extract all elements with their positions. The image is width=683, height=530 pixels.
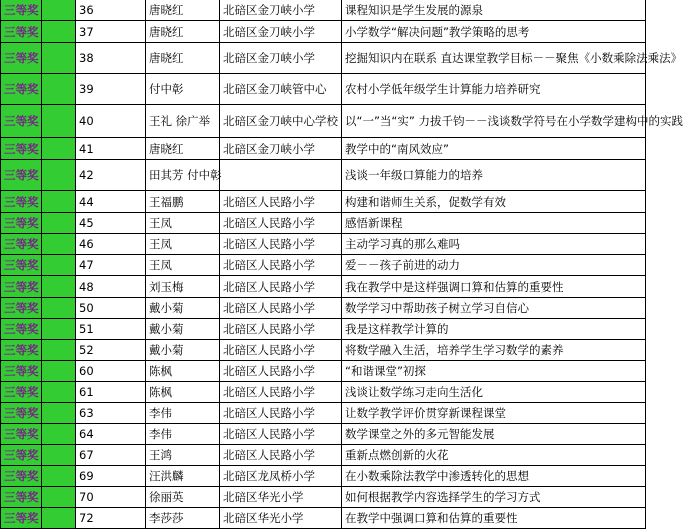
award-cell: 三等奖 [1,298,42,319]
gap-cell [42,487,76,508]
gap-cell [42,0,76,21]
title-cell: 重新点燃创新的火花 [342,445,646,466]
school-cell: 北碚区金刀峡中心学校 [220,105,342,138]
number-cell: 46 [76,234,146,255]
gap-cell [42,105,76,138]
gap-cell [42,382,76,403]
school-cell [220,160,342,191]
award-cell: 三等奖 [1,74,42,105]
author-cell: 李伟 [146,403,220,424]
gap-cell [42,466,76,487]
school-cell: 北碚区金刀峡小学 [220,0,342,21]
number-cell: 67 [76,445,146,466]
gap-cell [42,403,76,424]
title-cell: “和谐课堂”初探 [342,361,646,382]
number-cell: 50 [76,298,146,319]
gap-cell [42,21,76,43]
award-cell: 三等奖 [1,445,42,466]
author-cell: 唐晓红 [146,0,220,21]
table-row [1,298,646,319]
table-row [1,466,646,487]
school-cell: 北碚区人民路小学 [220,382,342,403]
table-row [1,508,646,529]
title-cell: 数学课堂之外的多元智能发展 [342,424,646,445]
gap-cell [42,298,76,319]
title-cell: 课程知识是学生发展的源泉 [342,0,646,21]
title-cell: 农村小学低年级学生计算能力培养研究 [342,74,646,105]
number-cell: 64 [76,424,146,445]
title-cell: 教学中的“南风效应” [342,138,646,160]
gap-cell [42,319,76,340]
table-row [1,276,646,298]
author-cell: 王福鹏 [146,191,220,213]
title-cell: 让数学教学评价贯穿新课程课堂 [342,403,646,424]
school-cell: 北碚区人民路小学 [220,276,342,298]
author-cell: 汪洪麟 [146,466,220,487]
award-cell: 三等奖 [1,340,42,361]
title-cell: 主动学习真的那么难吗 [342,234,646,255]
gap-cell [42,191,76,213]
school-cell: 北碚区人民路小学 [220,361,342,382]
author-cell: 李莎莎 [146,508,220,529]
number-cell: 48 [76,276,146,298]
gap-cell [42,43,76,74]
table-row [1,445,646,466]
author-cell: 唐晓红 [146,21,220,43]
award-cell: 三等奖 [1,487,42,508]
award-cell: 三等奖 [1,0,42,21]
table-row [1,255,646,276]
title-cell: 浅谈一年级口算能力的培养 [342,160,646,191]
title-cell: 如何根据教学内容选择学生的学习方式 [342,487,646,508]
number-cell: 63 [76,403,146,424]
school-cell: 北碚区金刀峡小学 [220,43,342,74]
award-cell: 三等奖 [1,234,42,255]
author-cell: 王凤 [146,255,220,276]
author-cell: 李伟 [146,424,220,445]
gap-cell [42,340,76,361]
table-row [1,160,646,191]
number-cell: 70 [76,487,146,508]
award-table-body [1,0,683,529]
title-cell: 构建和谐师生关系，促数学有效 [342,191,646,213]
author-cell: 田其芳 付中彰 [146,160,220,191]
school-cell: 北碚区龙凤桥小学 [220,466,342,487]
school-cell: 北碚区金刀峡小学 [220,21,342,43]
author-cell: 陈枫 [146,361,220,382]
author-cell: 徐丽英 [146,487,220,508]
school-cell: 北碚区人民路小学 [220,340,342,361]
gap-cell [42,276,76,298]
author-cell: 陈枫 [146,382,220,403]
title-cell: 挖掘知识内在联系 直达课堂教学目标－－聚焦《小数乘除法乘法》 [342,43,646,74]
table-row [1,403,646,424]
author-cell: 唐晓红 [146,43,220,74]
table-row [1,319,646,340]
award-cell: 三等奖 [1,191,42,213]
number-cell: 47 [76,255,146,276]
number-cell: 38 [76,43,146,74]
school-cell: 北碚区人民路小学 [220,234,342,255]
title-cell: 我在教学中是这样强调口算和估算的重要性 [342,276,646,298]
school-cell: 北碚区人民路小学 [220,213,342,234]
table-row [1,43,646,74]
author-cell: 唐晓红 [146,138,220,160]
title-cell: 数学学习中帮助孩子树立学习自信心 [342,298,646,319]
award-cell: 三等奖 [1,213,42,234]
author-cell: 付中彰 [146,74,220,105]
table-row [1,487,646,508]
author-cell: 戴小菊 [146,298,220,319]
award-cell: 三等奖 [1,361,42,382]
gap-cell [42,74,76,105]
title-cell: 在小数乘除法教学中渗透转化的思想 [342,466,646,487]
title-cell: 以“一”当“实” 力拔千钧－－浅谈数学符号在小学数学建构中的实践 [342,105,646,138]
title-cell: 爱－－孩子前进的动力 [342,255,646,276]
table-row [1,0,646,21]
table-row [1,105,646,138]
gap-cell [42,234,76,255]
table-row [1,340,646,361]
school-cell: 北碚区人民路小学 [220,255,342,276]
number-cell: 44 [76,191,146,213]
title-cell: 小学数学“解决问题”教学策略的思考 [342,21,646,43]
award-cell: 三等奖 [1,21,42,43]
school-cell: 北碚区人民路小学 [220,298,342,319]
author-cell: 刘玉梅 [146,276,220,298]
table-row [1,21,646,43]
school-cell: 北碚区人民路小学 [220,191,342,213]
table-row [1,74,646,105]
table-row [1,213,646,234]
title-cell: 我是这样教学计算的 [342,319,646,340]
title-cell: 在教学中强调口算和估算的重要性 [342,508,646,529]
author-cell: 王凤 [146,234,220,255]
school-cell: 北碚区金刀峡小学 [220,138,342,160]
award-cell: 三等奖 [1,138,42,160]
number-cell: 39 [76,74,146,105]
number-cell: 72 [76,508,146,529]
award-cell: 三等奖 [1,382,42,403]
title-cell: 浅谈让数学练习走向生活化 [342,382,646,403]
award-cell: 三等奖 [1,43,42,74]
gap-cell [42,361,76,382]
author-cell: 王礼 徐广举 [146,105,220,138]
author-cell: 戴小菊 [146,319,220,340]
award-cell: 三等奖 [1,160,42,191]
number-cell: 60 [76,361,146,382]
award-cell: 三等奖 [1,319,42,340]
gap-cell [42,255,76,276]
award-cell: 三等奖 [1,508,42,529]
award-cell: 三等奖 [1,276,42,298]
school-cell: 北碚区华光小学 [220,508,342,529]
school-cell: 北碚区人民路小学 [220,403,342,424]
gap-cell [42,138,76,160]
number-cell: 51 [76,319,146,340]
number-cell: 37 [76,21,146,43]
number-cell: 45 [76,213,146,234]
award-cell: 三等奖 [1,255,42,276]
school-cell: 北碚区人民路小学 [220,445,342,466]
title-cell: 感悟新课程 [342,213,646,234]
table-row [1,424,646,445]
award-cell: 三等奖 [1,403,42,424]
school-cell: 北碚区金刀峡管中心 [220,74,342,105]
table-row [1,191,646,213]
gap-cell [42,445,76,466]
award-cell: 三等奖 [1,105,42,138]
gap-cell [42,508,76,529]
table-row [1,361,646,382]
author-cell: 王凤 [146,213,220,234]
gap-cell [42,160,76,191]
author-cell: 王鸿 [146,445,220,466]
award-cell: 三等奖 [1,466,42,487]
table-row [1,382,646,403]
school-cell: 北碚区人民路小学 [220,319,342,340]
number-cell: 36 [76,0,146,21]
number-cell: 61 [76,382,146,403]
number-cell: 69 [76,466,146,487]
gap-cell [42,213,76,234]
number-cell: 42 [76,160,146,191]
table-row [1,234,646,255]
number-cell: 40 [76,105,146,138]
award-cell: 三等奖 [1,424,42,445]
gap-cell [42,424,76,445]
school-cell: 北碚区华光小学 [220,487,342,508]
number-cell: 41 [76,138,146,160]
school-cell: 北碚区人民路小学 [220,424,342,445]
number-cell: 52 [76,340,146,361]
table-row [1,138,646,160]
author-cell: 戴小菊 [146,340,220,361]
title-cell: 将数学融入生活，培养学生学习数学的素养 [342,340,646,361]
